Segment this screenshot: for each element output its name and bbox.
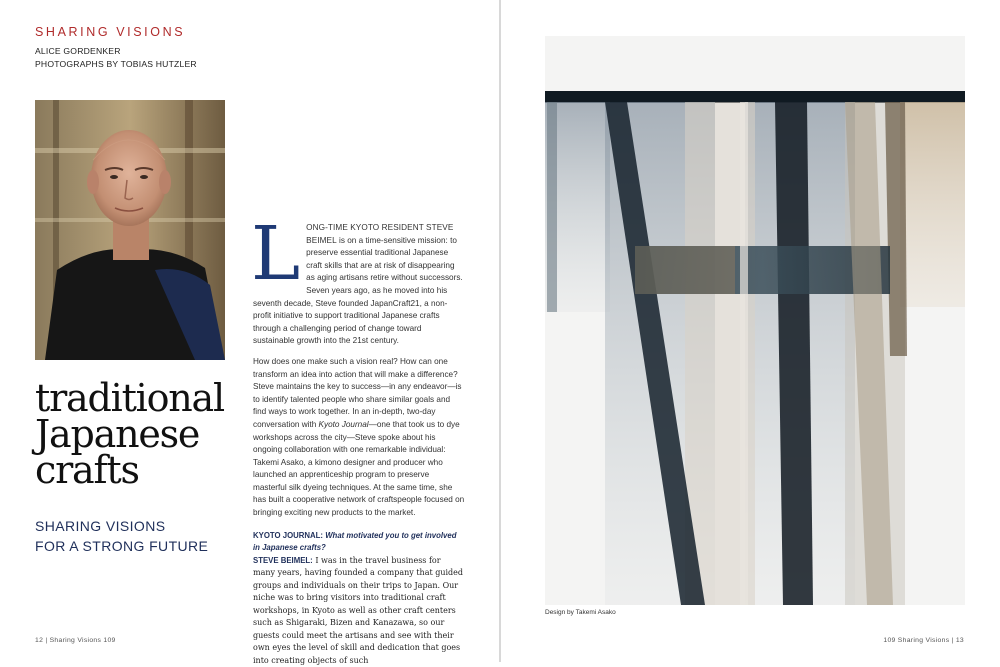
kimono-photo (545, 36, 965, 605)
publication-name: Kyoto Journal (318, 419, 369, 429)
paragraph (253, 356, 465, 520)
left-page (0, 0, 499, 665)
title-line: Japanese (35, 412, 200, 456)
title-line: traditional (35, 376, 224, 420)
intro-text: is on a time-sensitive mission: to preserve essential traditional Japanese craft skills that are at risk of disappearing as aging artisans retire without successors. Seven years ago, as he moved into his seventh decade, Steve founded JapanCraft21, a non-profit initiative to support traditional Japanese crafts through a challenging period of change toward sustainable growth into the 21st century. (253, 235, 463, 346)
title-line: crafts (35, 448, 139, 492)
intro-paragraph (251, 211, 465, 348)
section-label: SHARING VISIONS (35, 25, 186, 39)
article-title (35, 376, 235, 492)
interview-question (253, 530, 465, 555)
question-label: KYOTO JOURNAL: (253, 530, 324, 540)
intro-lead: ONG-TIME KYOTO RESIDENT STEVE BEIMEL (306, 223, 454, 245)
page-folio: 109 Sharing Visions | 13 (883, 637, 964, 644)
photo-credit: PHOTOGRAPHS BY TOBIAS HUTZLER (35, 59, 197, 69)
author-byline: ALICE GORDENKER (35, 46, 121, 56)
subtitle-line: FOR A STRONG FUTURE (35, 538, 209, 554)
drop-cap: L (251, 211, 301, 297)
paragraph-text: How does one make such a vision real? How can one transform an idea into action that will make a difference? Steve maintains the key to success—in any endeavor—is to identify talented people who share similar goals and find ways to work together. In an in-depth, two-day conversation with (253, 356, 462, 429)
question-text: What motivated you to get involved in Japanese crafts? (253, 530, 457, 553)
subtitle-line: SHARING VISIONS (35, 518, 166, 534)
paragraph-text: —one that took us to dye workshops across the city—Steve spoke about his ongoing collaboration with one remarkable individual: Takemi Asako, a kimono designer and producer who launched an apprenticeship program to preserve masterful silk dyeing techniques. At the same time, she has built a cooperative network of craftspeople focused on bringing exciting new products to the market. (253, 419, 465, 518)
interview-answer (253, 555, 465, 667)
article-body (251, 211, 465, 667)
answer-label: STEVE BEIMEL: (253, 555, 313, 565)
page-folio: 12 | Sharing Visions 109 (35, 637, 116, 644)
answer-text: I was in the travel business for many years, having founded a company that guided groups and individuals on their trips to Japan. Our niche was to bring visitors into traditional craft workshops, in Kyoto as well as other craft centers such as Shigaraki, Bizen and Kanazawa, so our guests could meet the artisans and see with their own eyes the level of skill and dedication that goes into creating objects of such (253, 555, 464, 665)
article-subtitle (35, 516, 235, 556)
portrait-photo (35, 100, 225, 360)
right-page (501, 0, 1000, 662)
photo-caption: Design by Takemi Asako (545, 609, 616, 616)
